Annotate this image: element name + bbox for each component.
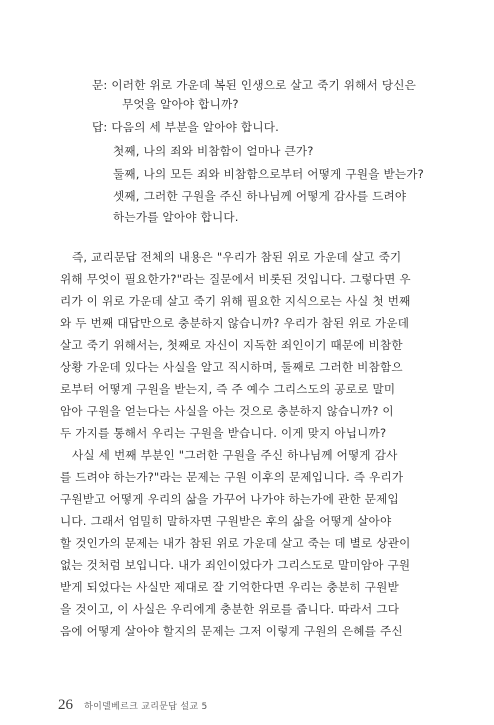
question-line: 문: 이러한 위로 가운데 복된 인생으로 살고 죽기 위해서 당신은 [92,78,417,92]
question-line-continued: 무엇을 알아야 합니까? [122,97,239,111]
body-line: 니다. 그래서 엄밀히 말하자면 구원받은 후의 삶을 어떻게 살아야 [60,514,392,528]
body-line: 없는 것처럼 보입니다. 내가 죄인이었다가 그리스도로 말미암아 구원 [60,558,411,572]
body-line: 와 두 번째 대답만으로 충분하지 않습니까? 우리가 참된 위로 가운데 [60,316,410,330]
running-title: 하이델베르크 교리문답 설교 5 [84,702,208,712]
body-line: 를 드려야 하는가?"라는 문제는 구원 이후의 문제입니다. 즉 우리가 [60,470,404,484]
answer-point-third-continued: 하는가를 알아야 합니다. [113,210,239,224]
answer-point-third: 셋째, 그러한 구원을 주신 하나님께 어떻게 감사를 드려야 [113,189,407,203]
body-line: 받게 되었다는 사실만 제대로 잘 기억한다면 우리는 충분히 구원받 [60,580,399,594]
answer-point-first: 첫째, 나의 죄와 비참함이 얼마나 큰가? [113,144,314,158]
body-line: 상황 가운데 있다는 사실을 알고 직시하며, 둘째로 그러한 비참함으 [60,360,403,374]
body-line: 위해 무엇이 필요한가?"라는 질문에서 비롯된 것입니다. 그렇다면 우 [60,272,411,286]
body-line: 로부터 어떻게 구원을 받는지, 즉 주 예수 그리스도의 공로로 말미 [60,382,396,396]
body-line: 즉, 교리문답 전체의 내용은 "우리가 참된 위로 가운데 살고 죽기 [72,250,402,264]
body-line: 사실 세 번째 부분인 "그러한 구원을 주신 하나님께 어떻게 감사 [72,448,398,462]
body-line: 살고 죽기 위해서는, 첫째로 자신이 지독한 죄인이기 때문에 비참한 [60,338,403,352]
body-line: 할 것인가의 문제는 내가 참된 위로 가운데 살고 죽는 데 별로 상관이 [60,536,411,550]
body-line: 암아 구원을 얻는다는 사실을 아는 것으로 충분하지 않습니까? 이 [60,404,394,418]
body-line: 구원받고 어떻게 우리의 삶을 가꾸어 나가야 하는가에 관한 문제입 [60,492,399,506]
page-footer [58,694,208,714]
body-line: 을 것이고, 이 사실은 우리에게 충분한 위로를 줍니다. 따라서 그다 [60,602,400,616]
body-line: 두 가지를 통해서 우리는 구원을 받습니다. 이게 맞지 아닙니까? [60,426,387,440]
body-line: 음에 어떻게 살아야 할지의 문제는 그저 이렇게 구원의 은혜를 주신 [60,624,403,638]
answer-point-second: 둘째, 나의 모든 죄와 비참함으로부터 어떻게 구원을 받는가? [113,167,425,181]
answer-line: 답: 다음의 세 부분을 알아야 합니다. [92,120,280,134]
body-line: 리가 이 위로 가운데 살고 죽기 위해 필요한 지식으로는 사실 첫 번째 [60,294,411,308]
page-number: 26 [58,697,73,713]
